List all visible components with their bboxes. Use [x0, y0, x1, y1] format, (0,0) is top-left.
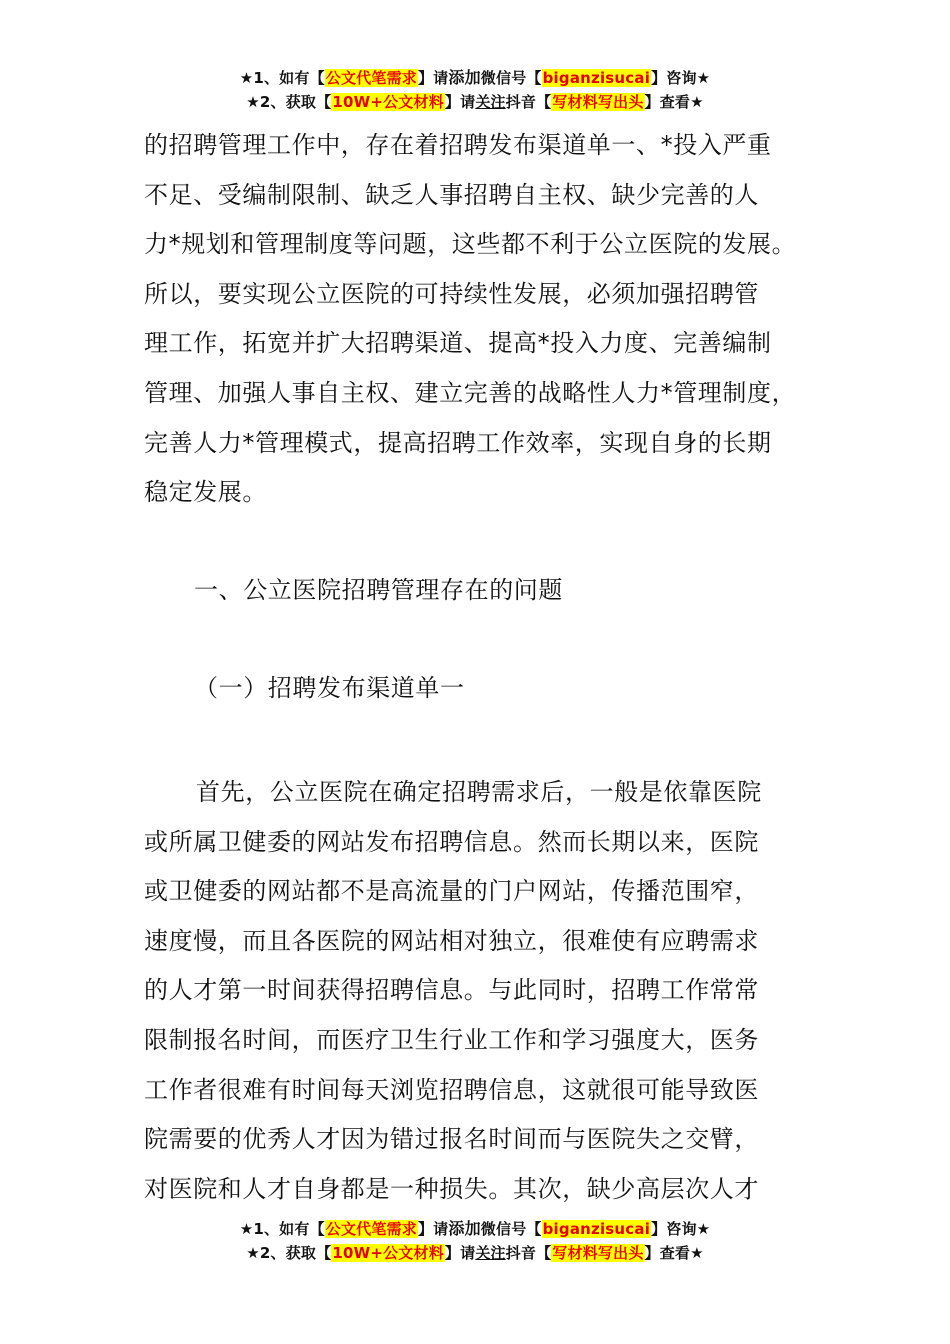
footer-banner [0, 1217, 950, 1265]
banner-highlight-douyin: 写材料写出头 [552, 1244, 644, 1262]
banner-emphasis: 关注 [475, 1244, 506, 1262]
text-line: 稳定发展。 [144, 478, 267, 507]
text-line: 的人才第一时间获得招聘信息。与此同时，招聘工作常常 [144, 976, 759, 1005]
banner-line-1 [0, 66, 950, 90]
text-line: 所以，要实现公立医院的可持续性发展，必须加强招聘管 [144, 279, 759, 308]
text-line: 不足、受编制限制、缺乏人事招聘自主权、缺少完善的人 [144, 180, 759, 209]
banner-text: 】请 [444, 1244, 476, 1262]
banner-text: 】咨询★ [651, 69, 711, 87]
banner-highlight-wechat-id: biganzisucai [542, 1220, 651, 1238]
banner-text: 微信号【 [480, 69, 542, 87]
text-line: 力*规划和管理制度等问题，这些都不利于公立医院的发展。 [144, 230, 797, 259]
text-line: 管理、加强人事自主权、建立完善的战略性人力*管理制度， [144, 378, 797, 407]
text-line: 的招聘管理工作中，存在着招聘发布渠道单一、*投入严重 [144, 131, 772, 159]
subsection-heading: （一）招聘发布渠道单一 [194, 674, 465, 702]
text-line: 院需要的优秀人才因为错过报名时间而与医院失之交臂， [144, 1125, 759, 1154]
banner-line-1 [0, 1217, 950, 1241]
banner-text: 】查看★ [644, 93, 704, 111]
section-heading: 一、公立医院招聘管理存在的问题 [194, 576, 563, 604]
text-line: 或卫健委的网站都不是高流量的门户网站，传播范围窄， [144, 877, 759, 906]
header-banner [0, 66, 950, 114]
text-line: 或所属卫健委的网站发布招聘信息。然而长期以来，医院 [144, 827, 759, 856]
text-line: 工作者很难有时间每天浏览招聘信息，这就很可能导致医 [144, 1075, 759, 1104]
banner-text: 】请 [417, 1220, 449, 1238]
text-line: 限制报名时间，而医疗卫生行业工作和学习强度大，医务 [144, 1025, 759, 1054]
banner-text: 】请 [417, 69, 449, 87]
text-line [144, 768, 834, 818]
text-line: 对医院和人才自身都是一种损失。其次，缺少高层次人才 [144, 1174, 759, 1203]
banner-highlight-service: 公文代笔需求 [325, 1220, 417, 1238]
banner-text: ★2、获取【 [246, 93, 332, 111]
banner-highlight-materials: 10W+公文材料 [332, 1244, 444, 1262]
banner-emphasis: 添加 [448, 68, 481, 87]
banner-text: 】咨询★ [651, 1220, 711, 1238]
banner-line-2 [0, 90, 950, 114]
banner-text: ★2、获取【 [246, 1244, 332, 1262]
banner-text: ★1、如有【 [239, 1220, 325, 1238]
banner-text: 】查看★ [644, 1244, 704, 1262]
banner-highlight-douyin: 写材料写出头 [552, 93, 644, 111]
text-line: 速度慢，而且各医院的网站相对独立，很难使有应聘需求 [144, 926, 759, 955]
body-paragraph [144, 768, 834, 1214]
banner-highlight-materials: 10W+公文材料 [332, 93, 444, 111]
banner-emphasis: 关注 [475, 93, 506, 111]
banner-highlight-wechat-id: biganzisucai [542, 69, 651, 87]
banner-text: ★1、如有【 [239, 69, 325, 87]
banner-text: 微信号【 [480, 1220, 542, 1238]
banner-emphasis: 添加 [448, 1219, 481, 1238]
banner-text: 】请 [444, 93, 476, 111]
banner-text: 抖音【 [505, 93, 552, 111]
text-line: 理工作，拓宽并扩大招聘渠道、提高*投入力度、完善编制 [144, 329, 772, 358]
text-line: 完善人力*管理模式，提高招聘工作效率，实现自身的长期 [144, 428, 772, 457]
banner-line-2 [0, 1241, 950, 1265]
continued-paragraph [144, 121, 834, 518]
text-line-content: 首先，公立医院在确定招聘需求后，一般是依靠医院 [196, 778, 762, 806]
banner-text: 抖音【 [505, 1244, 552, 1262]
banner-highlight-service: 公文代笔需求 [325, 69, 417, 87]
